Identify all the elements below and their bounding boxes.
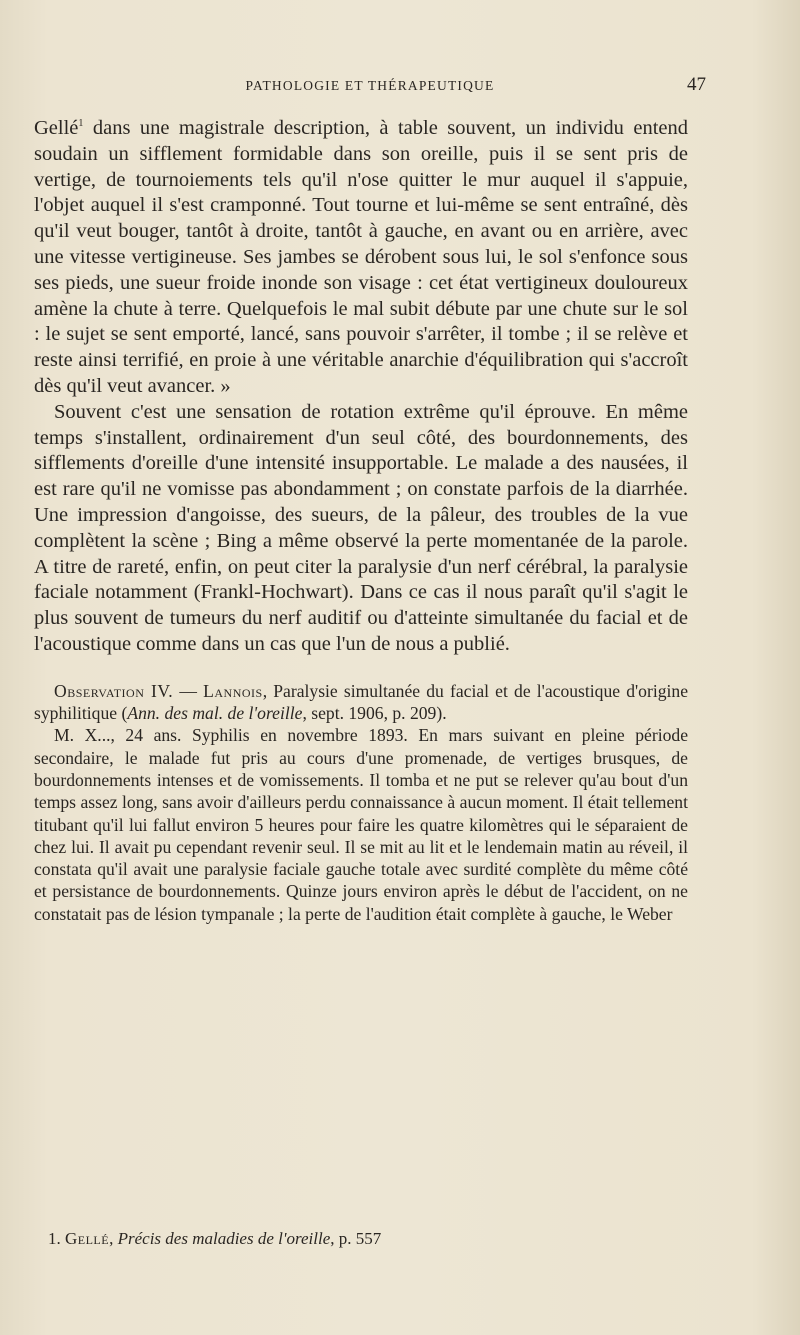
footnote-separator: , — [109, 1229, 118, 1248]
observation-case-text: M. X..., 24 ans. Syphilis en novembre 1893. En mars suivant en pleine période secondaire, le malade fut pris au cours d'une promenade, de vertiges brusques, de bourdonnements intenses et de vomissements. Il tomba et ne put se relever qu'au bout d'un temps assez long, sans avoir d'ailleurs perdu connaissance à aucun moment. Il était tellement titubant qu'il lui fallut environ 5 heures pour faire les quatre kilomètres qui le séparaient de chez lui. Il avait pu cependant revenir seul. Il se mit au lit et le lendemain matin au réveil, il constata qu'il avait une paralysie faciale gauche totale avec surdité complète du même côté et persistance de bourdonnements. Quinze jours environ après le début de l'accident, on ne constatait pas de lésion tympanale ; la perte de l'audition était complète à gauche, le Weber — [34, 725, 688, 924]
footnote-marker: 1 — [78, 118, 84, 130]
paragraph-rotation-sensation: Souvent c'est une sensation de rotation extrême qu'il éprouve. En même temps s'installent, ordinairement d'un seul côté, des bourdonnements, des sifflements d'oreille d'une intensité insupportable. Le malade a des nausées, il est rare qu'il ne vomisse pas abondamment ; on constate parfois de la diarrhée. Une impression d'angoisse, des sueurs, de la pâleur, des troubles de la vue complètent la scène ; Bing a même observé la perte momentanée de la parole. A titre de rareté, enfin, on peut citer la paralysie d'un nerf cérébral, la paralysie faciale notamment (Frankl-Hochwart). Dans ce cas il nous paraît qu'il s'agit le plus souvent de tumeurs du nerf auditif ou d'atteinte simultanée du facial et de l'acoustique comme dans un cas que l'un de nous a publié. — [34, 400, 688, 655]
observation-dash: — — [173, 680, 204, 701]
observation-heading — [34, 680, 688, 725]
observation-label: Observation IV. — [54, 680, 174, 701]
paragraph-gelle-quote — [34, 116, 688, 400]
running-title: PATHOLOGIE ET THÉRAPEUTIQUE — [245, 78, 495, 93]
footnote-number: 1. — [48, 1229, 61, 1248]
paragraph-text: dans une magistrale description, à table souvent, un individu entend soudain un sifflement formidable dans son oreille, puis il se sent pris de vertige, de tournoiements tels qu'il n'ose quitter le mur auquel il s'appuie, l'objet auquel il s'est cramponné. Tout tourne et lui-même se sent entraîné, dès qu'il veut bouger, tantôt à droite, tantôt à gauche, en avant ou en arrière, avec une vitesse vertigineuse. Ses jambes se dérobent sous lui, le sol s'enfonce sous ses pieds, une sueur froide inonde son visage : cet état vertigineux douloureux amène la chute à terre. Quelquefois le mal subit débute par une chute sur le sol : le sujet se sent emporté, lancé, sans pouvoir s'arrêter, il tombe ; il se relève et reste ainsi terrifié, en proie à une véritable anarchie d'équilibration qui s'accroît dès qu'il veut avancer. » — [34, 117, 688, 397]
observation-source: Ann. des mal. de l'oreille — [127, 703, 303, 724]
observation-author: Lannois — [203, 680, 263, 701]
observation-source-tail: , sept. 1906, p. 209). — [302, 703, 447, 724]
observation-title: , Paralysie simultanée du facial et de l'acoustique d'origine syphilitique ( — [34, 680, 689, 724]
body-text — [34, 116, 688, 925]
footnote — [48, 1228, 688, 1250]
footnote-tail: , p. 557 — [330, 1229, 382, 1248]
author-gelle: Gellé — [34, 117, 79, 139]
footnote-author: Gellé — [65, 1229, 110, 1248]
footnote-title: Précis des maladies de l'oreille — [117, 1229, 331, 1248]
page-header — [34, 74, 706, 98]
page-number: 47 — [687, 74, 706, 95]
